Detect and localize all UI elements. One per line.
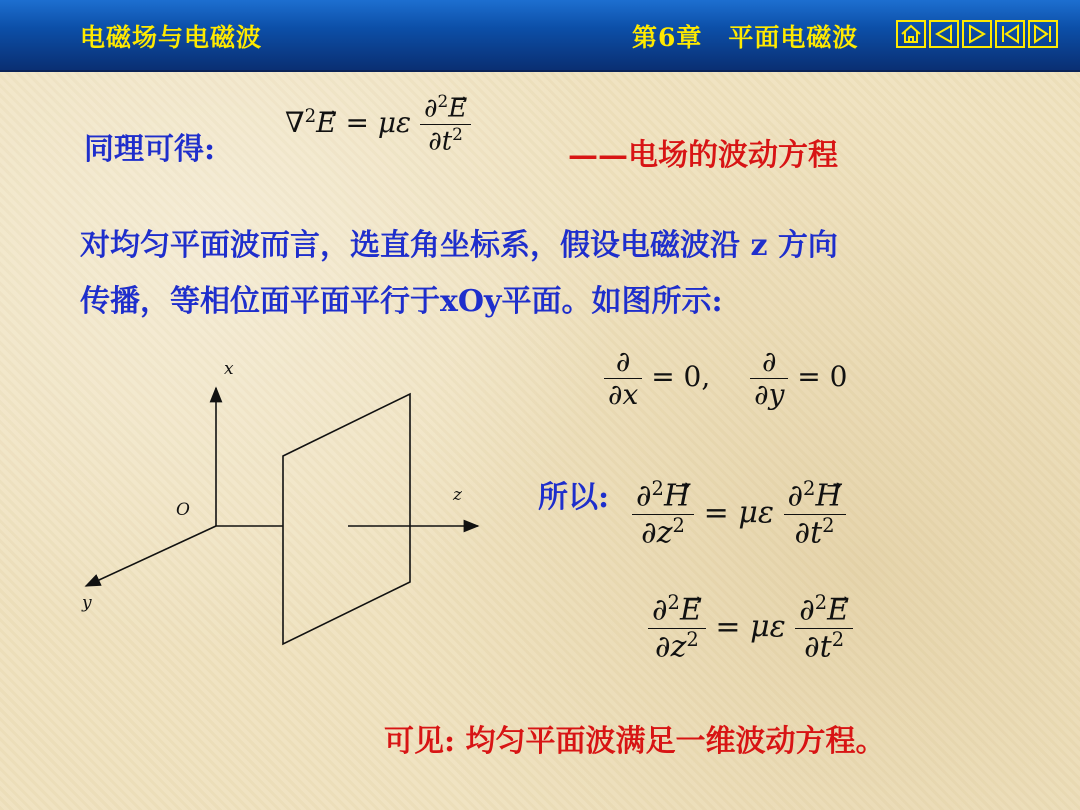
axis-label-x: x	[224, 359, 234, 379]
home-button[interactable]	[896, 20, 926, 48]
previous-button[interactable]	[929, 20, 959, 48]
conclusion-text: 可见: 均匀平面波满足一维波动方程。	[384, 724, 886, 759]
first-icon	[998, 23, 1022, 45]
nav-buttons	[896, 20, 1058, 48]
axis-label-y: y	[82, 593, 92, 613]
next-icon	[965, 23, 989, 45]
course-title: 电磁场与电磁波	[80, 23, 263, 52]
electric-1d-wave-equation: $\frac{\partial^2E}{\partial z^2}$ = με $\frac{\partial^2E}{\partial t^2}$	[648, 592, 853, 665]
paragraph-line-1: 对均匀平面波而言，选直角坐标系，假设电磁波沿 z 方向	[80, 228, 838, 263]
last-button[interactable]	[1028, 20, 1058, 48]
previous-icon	[932, 23, 956, 45]
chapter-title: 第6章 平面电磁波	[632, 23, 859, 52]
home-icon	[899, 23, 923, 45]
electric-wave-equation: ∇$^2$E⃗ = με $\frac{\partial^2E}{\partial t^2}$	[285, 92, 471, 157]
origin-label: O	[176, 500, 190, 520]
first-button[interactable]	[995, 20, 1025, 48]
next-button[interactable]	[962, 20, 992, 48]
y-axis	[86, 526, 216, 586]
wave-equation-caption: ——电场的波动方程	[568, 138, 838, 173]
paragraph-line-2: 传播，等相位面平面平行于xOy平面。如图所示:	[80, 284, 723, 319]
so-label: 所以:	[538, 480, 610, 515]
partial-derivatives-zero: $\frac{\partial}{\partial x}$ = 0, $\frac{\partial}{\partial y}$ = 0	[604, 346, 847, 411]
equiphase-plane	[283, 394, 410, 644]
magnetic-wave-equation: $\frac{\partial^2H}{\partial z^2}$ = με $\frac{\partial^2H}{\partial t^2}$	[632, 478, 846, 551]
axis-label-z: z	[453, 485, 462, 505]
intro-label: 同理可得:	[84, 132, 216, 167]
last-icon	[1031, 23, 1055, 45]
header-bar	[0, 0, 1080, 72]
coordinate-diagram	[70, 350, 490, 670]
